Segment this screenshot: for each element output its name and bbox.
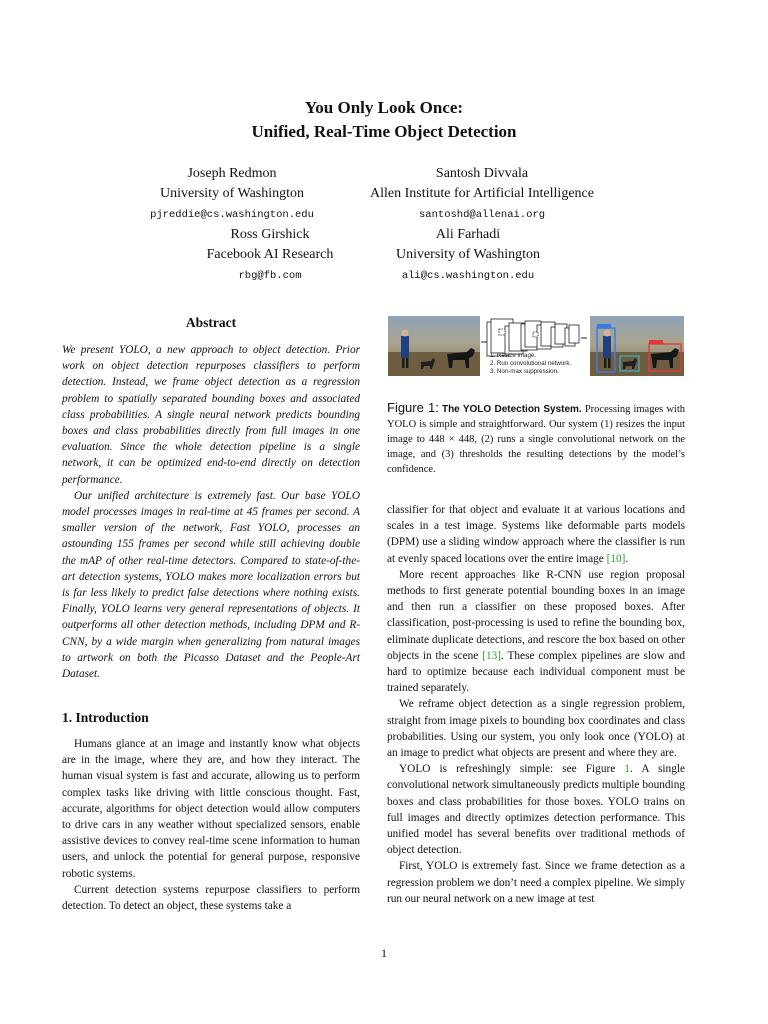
abstract-paragraph: Our unified architecture is extremely fast. Our base YOLO model processes images in real-time at 45 frames per second. A smaller version of the network, Fast YOLO, processes an astounding 155 frames per second while still achieving double the mAP of other real-time detectors. Compared to state-of-the-art detection systems, YOLO makes more localization errors but is far less likely to predict false detections where nothing exists. Finally, YOLO learns very general representations of objects. It outperforms all other detection methods, including DPM and R-CNN, by a wide margin when generalizing from natural images to artwork on both the Picasso Dataset and the People-Art Dataset. bbox=[62, 489, 360, 681]
output-detections-photo bbox=[590, 316, 684, 376]
author-name: Ali Farhadi bbox=[435, 227, 501, 242]
figure-step-2: 2. Run convolutional network. bbox=[490, 360, 572, 367]
author-affiliation: Facebook AI Research bbox=[206, 247, 334, 262]
figure-caption-title: The YOLO Detection System. bbox=[441, 404, 582, 415]
page-number: 1 bbox=[381, 946, 387, 960]
body-paragraph: We reframe object detection as a single regression problem, straight from image pixels to bounding box coordinates and class probabilities. Using our system, you only look once (YOLO) at an image to predict what objects are present and where they are. bbox=[387, 698, 685, 760]
author-affiliation: Allen Institute for Artificial Intelligence bbox=[370, 186, 594, 201]
citation-link[interactable]: [13] bbox=[482, 649, 502, 662]
yolo-pipeline-figure bbox=[387, 314, 685, 380]
paper-title-line2: Unified, Real-Time Object Detection bbox=[251, 122, 517, 141]
author-email[interactable]: ali@cs.washington.edu bbox=[401, 270, 535, 282]
figure-caption bbox=[387, 400, 685, 477]
author-email[interactable]: pjreddie@cs.washington.edu bbox=[150, 209, 314, 221]
body-paragraph: Humans glance at an image and instantly know what objects are in the image, where they are, and how they interact. The human visual system is fast and accurate, allowing us to perform complex tasks like driving with little conscious thought. Fast, accurate, algorithms for object detection would allow computers to drive cars in any weather without specialized sensors, enable assistive devices to convey real-time scene information to human users, and unlock the potential for general purpose, responsive robotic systems. bbox=[62, 738, 360, 880]
author-email[interactable]: rbg@fb.com bbox=[238, 270, 302, 282]
body-paragraph bbox=[387, 761, 685, 858]
body-paragraph bbox=[387, 567, 685, 697]
paper-title-line1: You Only Look Once: bbox=[304, 98, 464, 117]
figure-label: Figure 1: bbox=[387, 400, 439, 415]
right-column-text bbox=[387, 502, 685, 907]
figure-step-1: 1. Resize image. bbox=[490, 352, 537, 359]
paragraph-text: . bbox=[625, 552, 629, 565]
figure-caption-text: Processing images with YOLO is simple and straightforward. Our system (1) resizes the input image to 448 × 448, (2) runs a single convolutional network on the image, and (3) thresholds the resulting detections by the model’s confidence. bbox=[387, 404, 686, 475]
author-email[interactable]: santoshd@allenai.org bbox=[418, 209, 546, 221]
figure-reference-link[interactable]: 1 bbox=[624, 763, 631, 776]
paragraph-text: More recent approaches like R-CNN use region proposal methods to first generate potential bounding boxes in an image and then run a classifier on these proposed boxes. After classification, post-processing is used to refine the bounding box, eliminate duplicate detections, and rescore the box based on other objects in the scene bbox=[387, 568, 685, 662]
author-block bbox=[368, 225, 568, 284]
author-block bbox=[132, 164, 332, 223]
author-name: Ross Girshick bbox=[230, 227, 310, 242]
body-paragraph: First, YOLO is extremely fast. Since we frame detection as a regression problem we don’t need a complex pipeline. We simply run our neural network on a new image at test bbox=[387, 860, 685, 905]
author-name: Santosh Divvala bbox=[435, 166, 529, 181]
body-paragraph bbox=[387, 502, 685, 567]
author-block bbox=[170, 225, 370, 284]
section-heading: 1. Introduction bbox=[62, 710, 149, 725]
citation-link[interactable]: [10] bbox=[606, 552, 626, 565]
paragraph-text: . These complex pipelines are slow and hard to optimize because each individual component must be trained separately. bbox=[387, 649, 685, 695]
abstract-section bbox=[62, 314, 360, 682]
author-affiliation: University of Washington bbox=[395, 247, 541, 262]
abstract-heading: Abstract bbox=[185, 315, 237, 330]
author-affiliation: University of Washington bbox=[159, 186, 305, 201]
paragraph-text: YOLO is refreshingly simple: see Figure bbox=[399, 763, 625, 776]
abstract-paragraph: We present YOLO, a new approach to object detection. Prior work on object detection repurposes classifiers to perform detection. Instead, we frame object detection as a regression problem to spatially separated bounding boxes and associated class probabilities. A single neural network predicts bounding boxes and class probabilities directly from full images in one evaluation. Since the whole detection pipeline is a single network, it can be optimized end-to-end directly on detection performance. bbox=[62, 344, 360, 486]
figure-step-3: 3. Non-max suppression. bbox=[490, 368, 559, 375]
input-photo bbox=[388, 316, 480, 376]
author-block bbox=[358, 164, 606, 223]
introduction-section bbox=[62, 709, 360, 914]
paragraph-text: . A single convolutional network simultaneously predicts multiple bounding boxes and class probabilities for those boxes. YOLO trains on full images and directly optimizes detection performance. This unified model has several benefits over traditional methods of object detection. bbox=[387, 763, 686, 857]
author-name: Joseph Redmon bbox=[187, 166, 277, 181]
body-paragraph: Current detection systems repurpose classifiers to perform detection. To detect an object, these systems take a bbox=[62, 883, 360, 913]
paragraph-text: classifier for that object and evaluate it at various locations and scales in a test image. Systems like deformable parts models (DPM) use a sliding window approach where the classifier is run at evenly spaced locations over the entire image bbox=[387, 504, 685, 565]
